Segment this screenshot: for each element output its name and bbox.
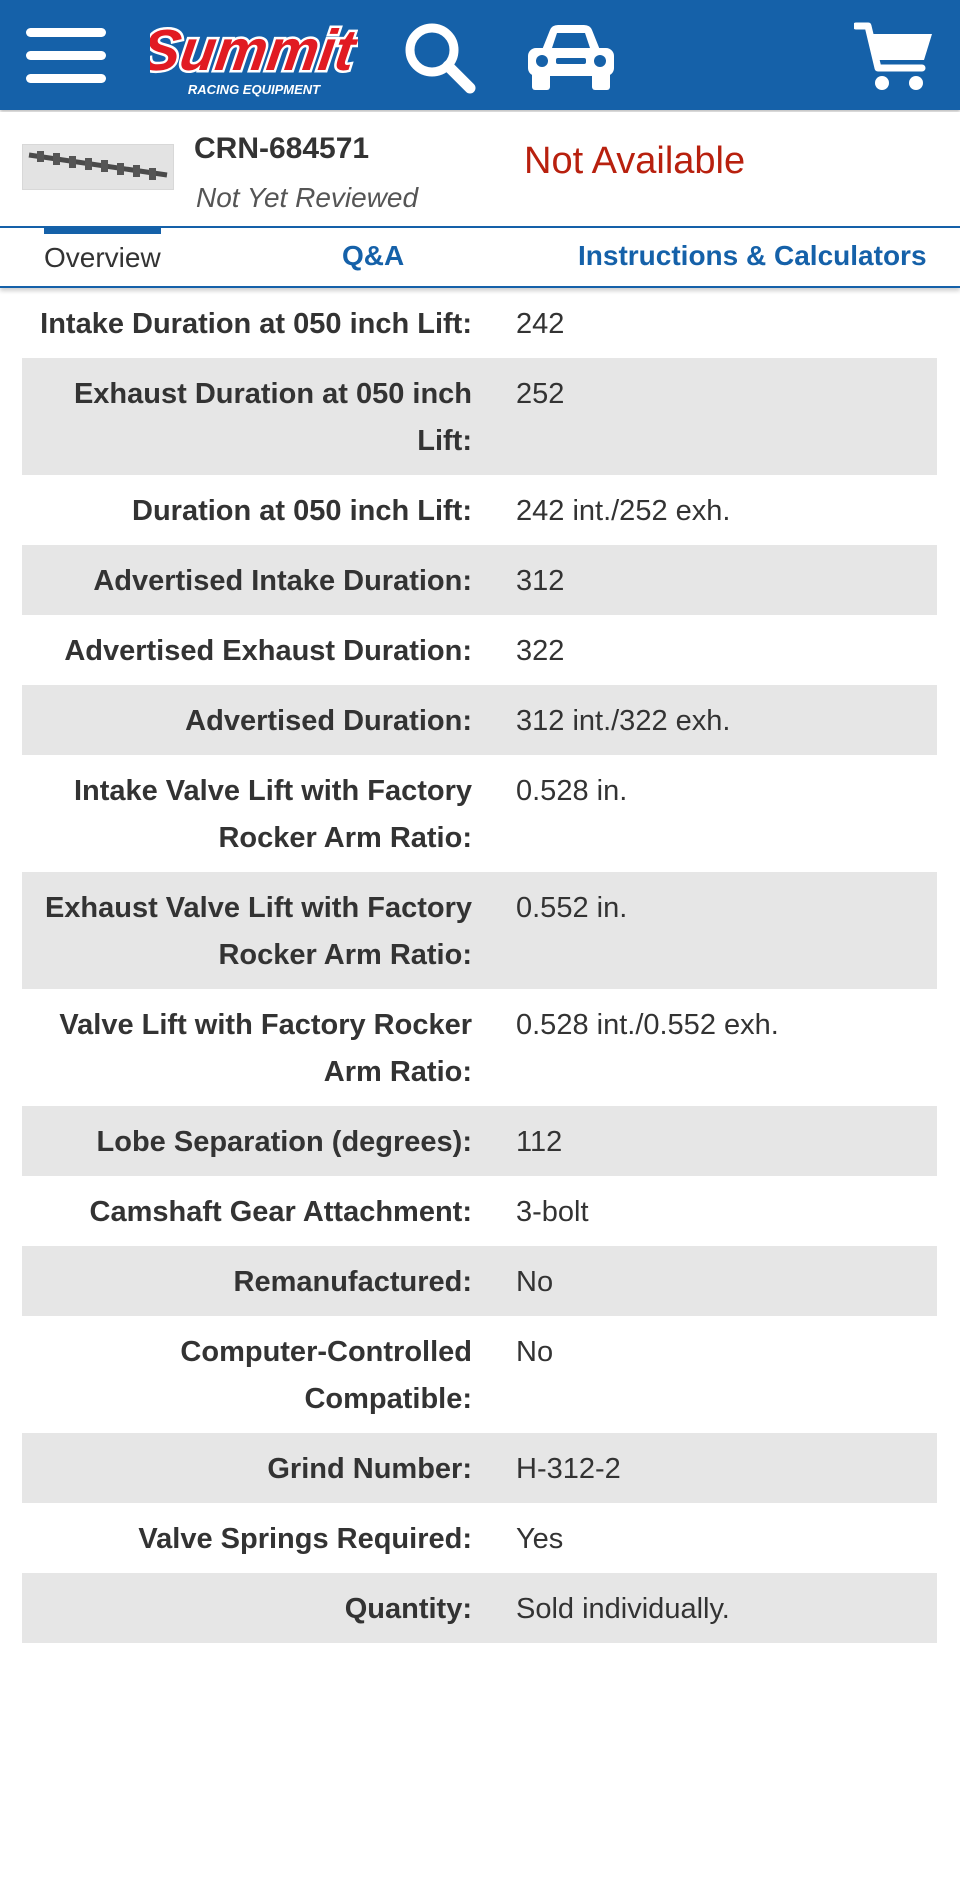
tab-qa[interactable]: Q&A [342, 240, 405, 271]
product-thumbnail[interactable] [22, 144, 174, 190]
spec-label: Valve Springs Required: [138, 1523, 472, 1555]
table-row [22, 358, 937, 475]
tab-instructions-calculators[interactable]: Instructions & Calculators [578, 240, 927, 271]
hamburger-menu-icon[interactable] [26, 28, 106, 84]
spec-label: Exhaust Duration at 050 inch Lift: [22, 358, 472, 475]
top-app-bar [0, 0, 960, 110]
product-summary [0, 112, 960, 228]
spec-label: Intake Valve Lift with Factory Rocker Arm Ratio: [73, 775, 472, 854]
spec-label: Lobe Separation (degrees): [22, 1106, 472, 1176]
spec-value: 322 [516, 635, 565, 667]
summit-logo[interactable] [150, 10, 358, 100]
spec-label: Remanufactured: [22, 1246, 472, 1316]
spec-label: Computer-Controlled Compatible: [180, 1336, 472, 1415]
spec-value: 0.552 in. [472, 872, 937, 989]
spec-value: 312 [472, 545, 937, 615]
specifications-table [22, 288, 937, 1643]
table-row [22, 475, 937, 545]
spec-value: H-312-2 [472, 1433, 937, 1503]
spec-label: Advertised Intake Duration: [22, 545, 472, 615]
table-row [22, 755, 937, 872]
spec-label: Advertised Duration: [22, 685, 472, 755]
spec-label: Valve Lift with Factory Rocker Arm Ratio: [59, 1009, 472, 1088]
table-row [22, 685, 937, 755]
availability-status: Not Available [524, 140, 746, 182]
table-row [22, 1176, 937, 1246]
product-tabs [0, 228, 960, 288]
logo-wordmark: Summit [150, 18, 358, 83]
spec-label: Exhaust Valve Lift with Factory Rocker Arm Ratio: [22, 872, 472, 989]
spec-value: No [472, 1246, 937, 1316]
spec-label: Advertised Exhaust Duration: [64, 635, 472, 667]
table-row [22, 545, 937, 615]
table-row [22, 1316, 937, 1433]
table-row [22, 1106, 937, 1176]
part-number: CRN-684571 [194, 132, 370, 165]
review-status[interactable]: Not Yet Reviewed [196, 182, 419, 213]
spec-value: 0.528 in. [516, 775, 628, 807]
spec-value: 3-bolt [516, 1196, 589, 1228]
spec-value: 242 int./252 exh. [516, 495, 731, 527]
table-row [22, 989, 937, 1106]
spec-label: Grind Number: [22, 1433, 472, 1503]
search-icon[interactable] [402, 20, 478, 96]
spec-value: 312 int./322 exh. [472, 685, 937, 755]
spec-value: No [516, 1336, 554, 1368]
logo-subtext: RACING EQUIPMENT [187, 82, 321, 97]
table-row [22, 872, 937, 989]
table-row [22, 1433, 937, 1503]
shopping-cart-icon[interactable] [854, 20, 934, 94]
spec-value: 252 [472, 358, 937, 475]
spec-value: Sold individually. [472, 1573, 937, 1643]
spec-value: 242 [516, 308, 565, 340]
spec-label: Intake Duration at 050 inch Lift: [40, 308, 472, 340]
spec-label: Duration at 050 inch Lift: [132, 495, 472, 527]
tab-overview[interactable]: Overview [44, 242, 161, 273]
table-row [22, 615, 937, 685]
table-row [22, 288, 937, 358]
spec-value: 112 [472, 1106, 937, 1176]
spec-value: Yes [516, 1523, 564, 1555]
spec-value: 0.528 int./0.552 exh. [516, 1009, 779, 1041]
spec-label: Quantity: [22, 1573, 472, 1643]
spec-label: Camshaft Gear Attachment: [89, 1196, 472, 1228]
table-row [22, 1503, 937, 1573]
car-icon[interactable] [524, 22, 618, 92]
table-row [22, 1573, 937, 1643]
table-row [22, 1246, 937, 1316]
